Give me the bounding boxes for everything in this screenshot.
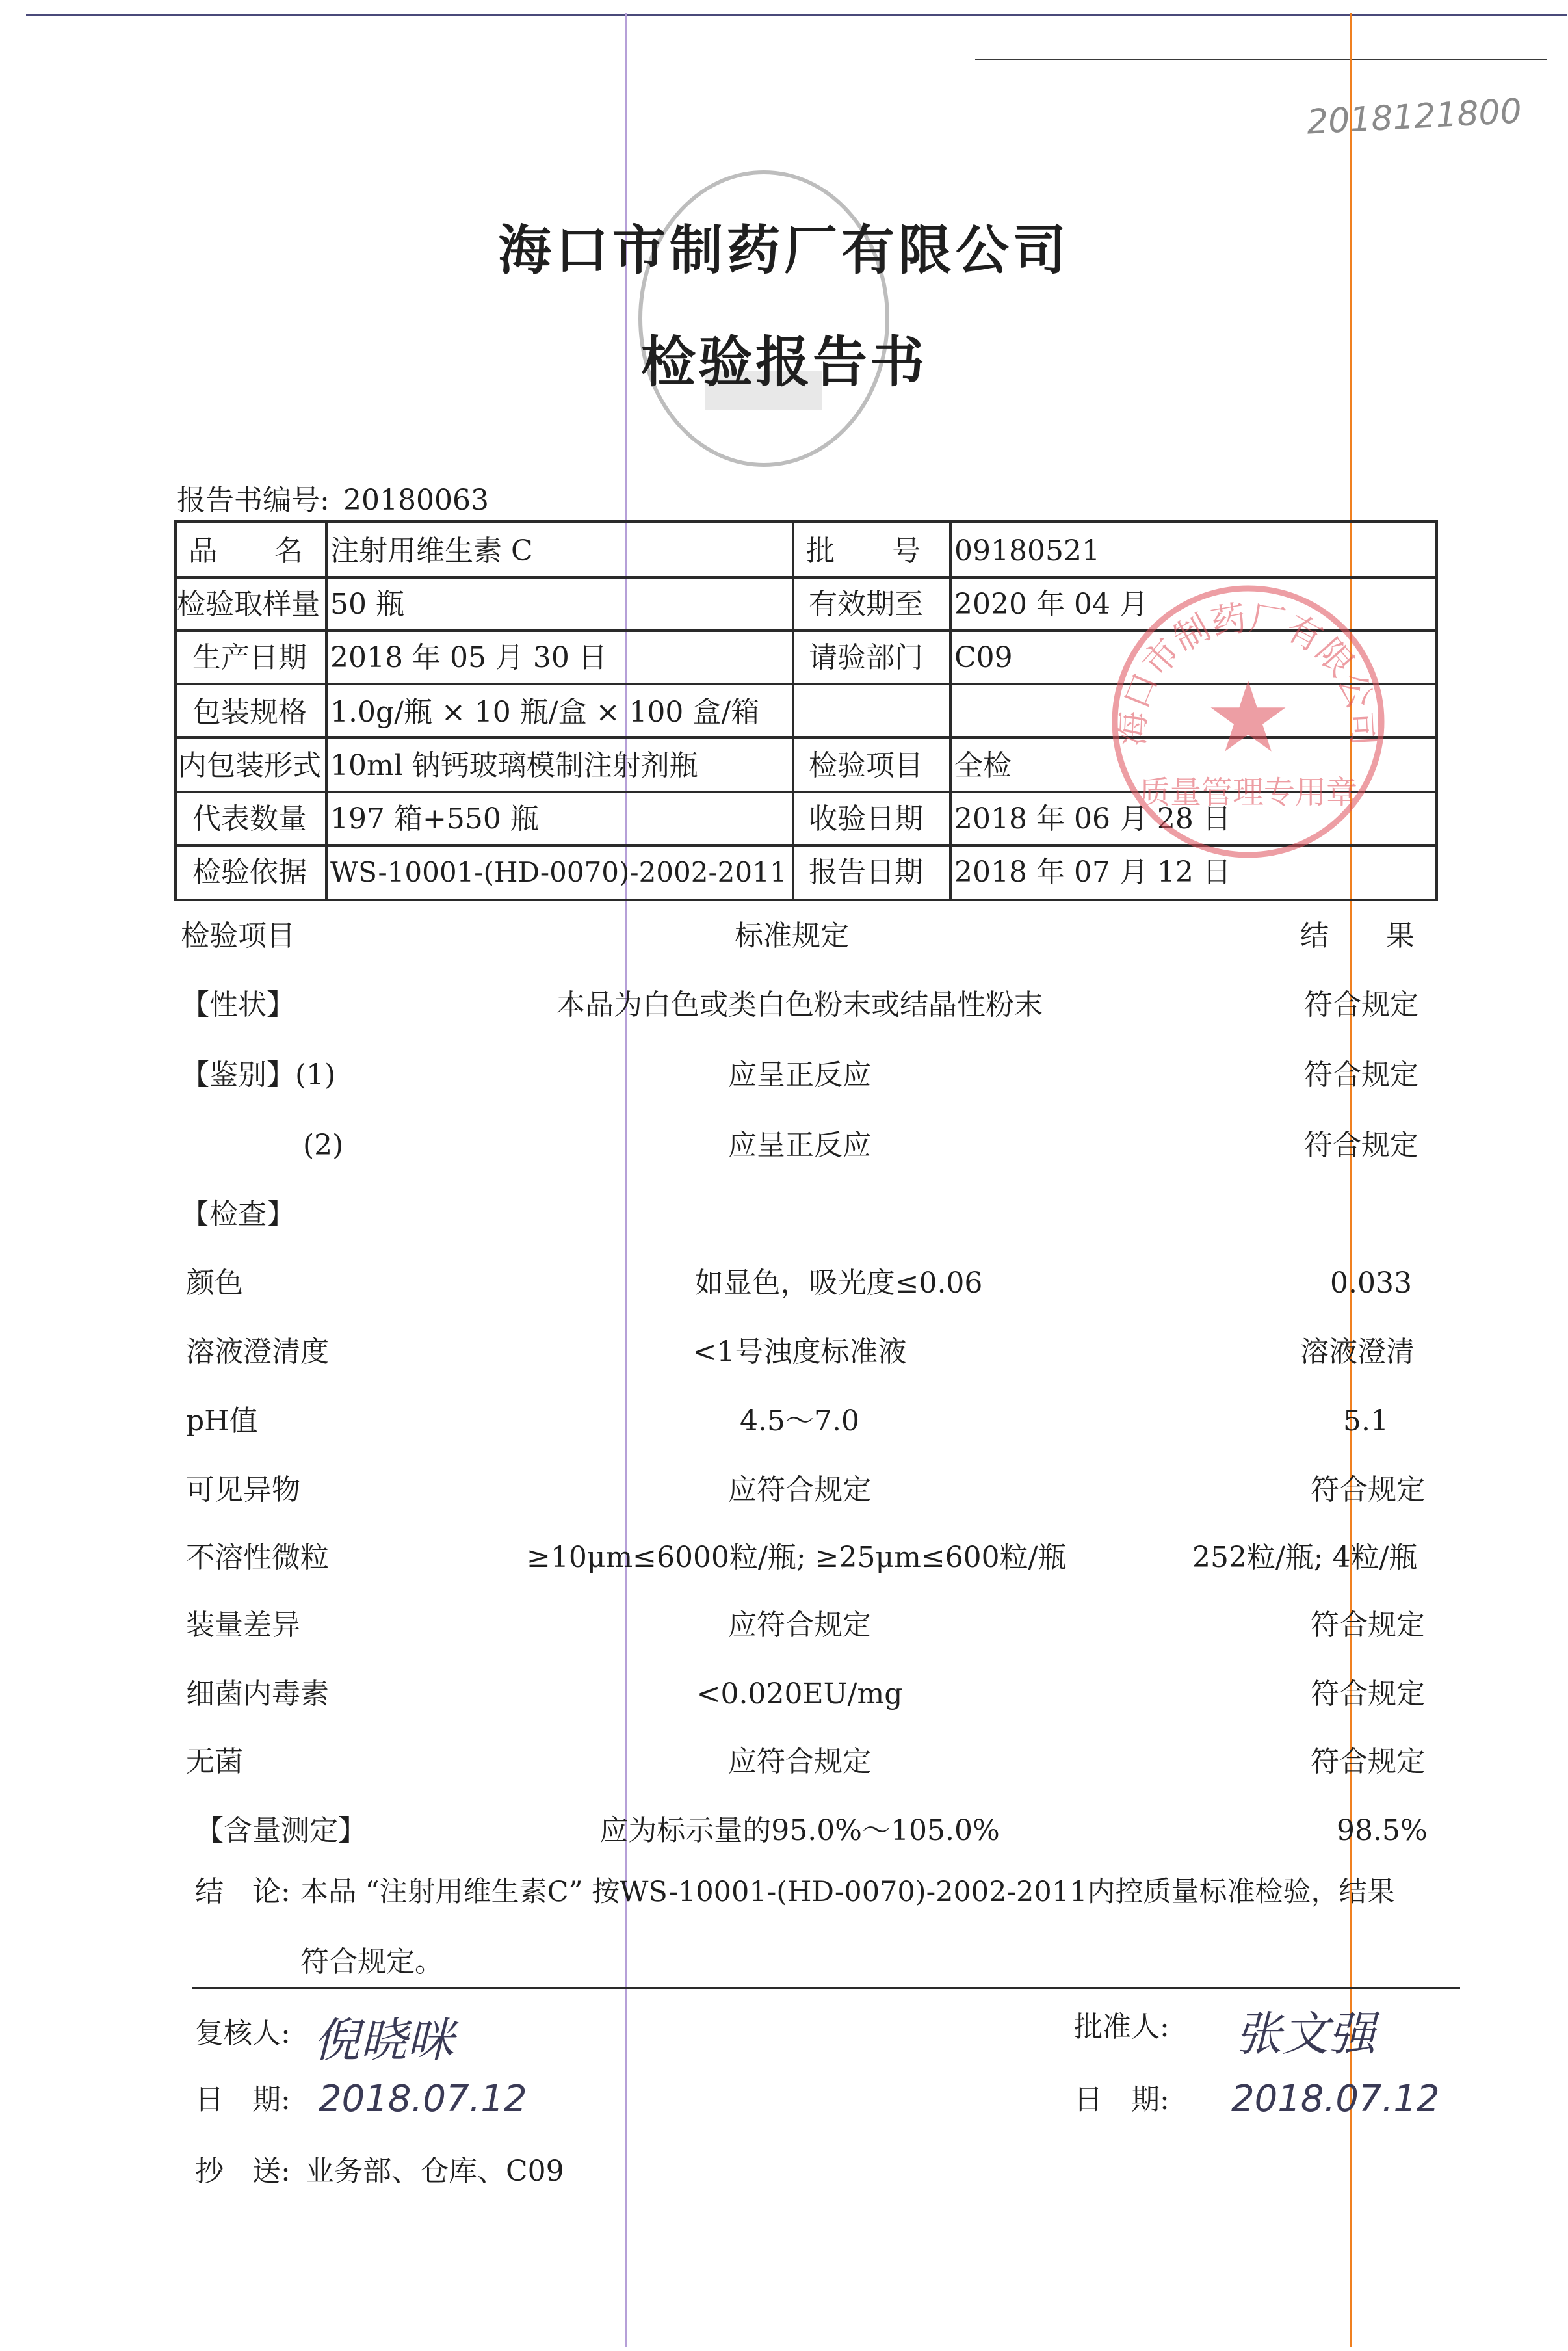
result-item: 装量差异 (186, 1609, 300, 1642)
table-col-divider (792, 736, 794, 901)
result-item: 【含量测定】 (195, 1814, 367, 1847)
company-title: 海口市制药厂有限公司 (497, 219, 1070, 282)
result-standard: 本品为白色或类白色粉末或结晶性粉末 (556, 988, 1043, 1021)
quantity-value: 197 箱+550 瓶 (330, 802, 539, 835)
quantity-label: 代表数量 (192, 802, 307, 835)
result-standard: 如显色，吸光度≤0.06 (694, 1267, 983, 1300)
table-rule (174, 520, 1438, 523)
result-value: 252粒/瓶; 4粒/瓶 (1192, 1541, 1418, 1574)
result-value: 符合规定 (1304, 1058, 1418, 1092)
report-date-value: 2018 年 07 月 12 日 (954, 856, 1231, 889)
result-value: 98.5% (1337, 1814, 1428, 1847)
receipt-date-label: 收验日期 (809, 802, 923, 835)
result-standard: 应为标示量的95.0%～105.0% (599, 1814, 1000, 1847)
result-value: 5.1 (1343, 1404, 1389, 1438)
result-item: 不溶性微粒 (186, 1541, 329, 1574)
table-col-divider (325, 520, 328, 901)
result-value: 符合规定 (1311, 1609, 1425, 1642)
result-value: 符合规定 (1311, 1473, 1425, 1506)
top-right-rule (975, 59, 1547, 60)
result-item: (2) (303, 1129, 344, 1162)
cc-value: 业务部、仓库、C09 (306, 2155, 564, 2188)
document-title: 检验报告书 (640, 330, 927, 394)
approver-label: 批准人: (1074, 2010, 1169, 2043)
result-standard: 应符合规定 (728, 1609, 871, 1642)
reviewer-signature: 倪晓咪 (313, 2013, 454, 2068)
basis-value: WS-10001-(HD-0070)-2002-2011 (330, 856, 787, 888)
conclusion-line2: 符合规定。 (300, 1945, 443, 1978)
product-name-value: 注射用维生素 C (330, 534, 533, 568)
result-standard: 应呈正反应 (728, 1129, 871, 1162)
inner-package-value: 10ml 钠钙玻璃模制注射剂瓶 (330, 749, 698, 782)
handwritten-archive-note: 2018121800 (1305, 92, 1523, 142)
approver-signature: 张文强 (1235, 2006, 1376, 2061)
top-scan-rule (26, 14, 1567, 16)
stamp-dept-text: 质量管理专用章 (1138, 774, 1358, 811)
result-standard: 应符合规定 (728, 1745, 871, 1778)
receipt-date-value: 2018 年 06 月 28 日 (954, 802, 1231, 835)
signature-divider (192, 1987, 1460, 1989)
test-items-value: 全检 (954, 749, 1012, 782)
product-name-label: 品 名 (189, 534, 303, 568)
result-standard: 4.5～7.0 (740, 1404, 859, 1438)
package-spec-label: 包装规格 (192, 696, 307, 729)
stamp-company-text: 海口市制药厂有限公司 (1110, 597, 1386, 748)
result-value: 溶液澄清 (1300, 1335, 1415, 1369)
stamp-star: ★ (1204, 661, 1292, 774)
result-standard: 应符合规定 (728, 1473, 871, 1506)
result-value: 符合规定 (1311, 1745, 1425, 1778)
result-value: 符合规定 (1311, 1677, 1425, 1711)
result-item: 细菌内毒素 (186, 1677, 329, 1711)
result-item: 无菌 (186, 1745, 243, 1778)
report-date-label: 报告日期 (809, 856, 923, 889)
review-date-label: 日 期: (195, 2083, 291, 2116)
result-standard: ≥10μm≤6000粒/瓶; ≥25μm≤600粒/瓶 (527, 1541, 1067, 1574)
sample-qty-value: 50 瓶 (330, 588, 404, 621)
approve-date-label: 日 期: (1074, 2083, 1169, 2116)
results-header-standard: 标准规定 (735, 919, 849, 952)
results-header-item: 检验项目 (181, 919, 295, 952)
result-item: 【鉴别】(1) (181, 1058, 336, 1092)
basis-label: 检验依据 (192, 856, 307, 889)
test-items-label: 检验项目 (809, 749, 923, 782)
result-standard: <0.020EU/mg (696, 1677, 903, 1711)
package-spec-value: 1.0g/瓶 × 10 瓶/盒 × 100 盒/箱 (330, 696, 760, 729)
production-date-value: 2018 年 05 月 30 日 (330, 641, 607, 674)
table-col-divider (949, 736, 952, 901)
result-item: 溶液澄清度 (186, 1335, 329, 1369)
table-border-right (1435, 520, 1438, 901)
result-item: 可见异物 (186, 1473, 300, 1506)
expiry-label: 有效期至 (809, 588, 923, 621)
table-col-divider (949, 520, 952, 736)
table-border-left (174, 520, 177, 901)
report-number-value: 20180063 (343, 484, 489, 517)
result-item: 【性状】 (181, 988, 295, 1021)
quality-stamp (1099, 572, 1398, 871)
result-item: pH值 (186, 1404, 258, 1438)
batch-no-label: 批 号 (806, 534, 921, 568)
result-value: 0.033 (1330, 1267, 1412, 1300)
table-rule (174, 899, 1438, 901)
reviewer-label: 复核人: (195, 2017, 291, 2050)
requesting-dept-label: 请验部门 (809, 641, 923, 674)
requesting-dept-value: C09 (954, 641, 1013, 674)
inner-package-label: 内包装形式 (178, 749, 321, 782)
sample-qty-label: 检验取样量 (177, 588, 320, 621)
batch-no-value: 09180521 (954, 534, 1100, 568)
conclusion-line1: 本品 “注射用维生素C” 按WS-10001-(HD-0070)-2002-2011内控质量标准检验，结果 (300, 1876, 1395, 1908)
production-date-label: 生产日期 (192, 641, 307, 674)
conclusion-label: 结 论: (195, 1875, 291, 1908)
result-item: 颜色 (186, 1267, 243, 1300)
result-section-heading: 【检查】 (181, 1198, 295, 1231)
results-header-result: 结 果 (1300, 919, 1415, 952)
result-standard: <1号浊度标准液 (692, 1335, 907, 1369)
result-standard: 应呈正反应 (728, 1058, 871, 1092)
table-col-divider (792, 520, 794, 736)
review-date: 2018.07.12 (319, 2078, 527, 2120)
cc-label: 抄 送: (195, 2155, 291, 2188)
result-value: 符合规定 (1304, 1129, 1418, 1162)
report-number-label: 报告书编号: (177, 484, 330, 517)
approve-date: 2018.07.12 (1231, 2078, 1440, 2120)
expiry-value: 2020 年 04 月 (954, 588, 1148, 621)
result-value: 符合规定 (1304, 988, 1418, 1021)
